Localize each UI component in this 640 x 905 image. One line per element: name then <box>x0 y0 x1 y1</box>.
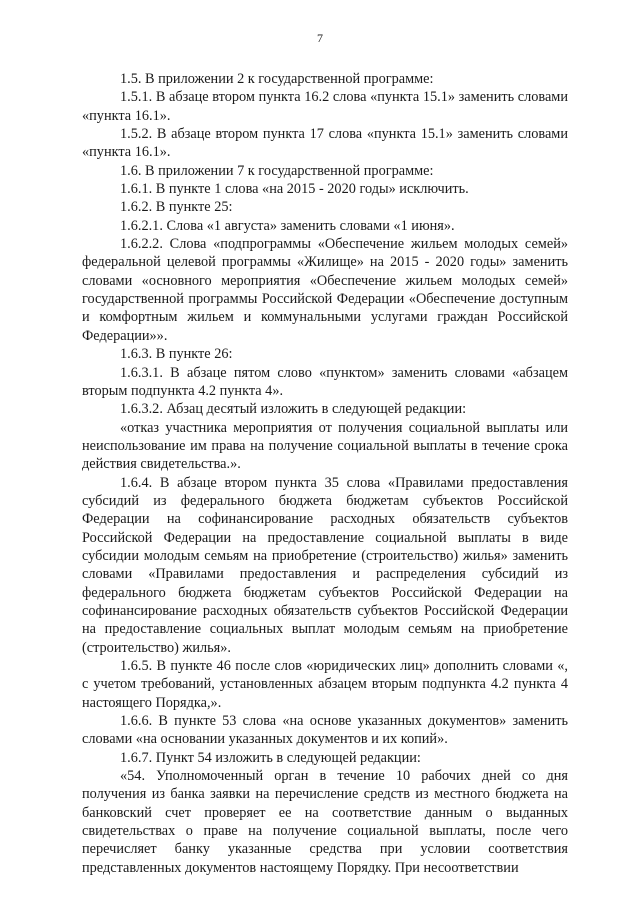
paragraph-1-6-1: 1.6.1. В пункте 1 слова «на 2015 - 2020 годы» исключить. <box>120 181 469 198</box>
paragraph-1-6-3-2: 1.6.3.2. Абзац десятый изложить в следующей редакции: <box>120 401 467 418</box>
document-body <box>82 70 568 877</box>
paragraph-1-6-2-2: 1.6.2.2. Слова «подпрограммы «Обеспечение жильем молодых семей» федеральной целевой программы «Жилище» на 2015 - 2020 годы» заменить словами «основного мероприятия «Обеспечение жильем молодых семей» государственной программы Российской Федерации «Обеспечение доступным и комфортным жильем и коммунальными услугами граждан Российской Федерации»». <box>82 236 568 344</box>
paragraph-1-5-2: 1.5.2. В абзаце втором пункта 17 слова «пункта 15.1» заменить словами «пункта 16.1». <box>82 126 568 161</box>
paragraph-1-5-1: 1.5.1. В абзаце втором пункта 16.2 слова «пункта 15.1» заменить словами «пункта 16.1». <box>82 89 568 124</box>
paragraph-1-6-5: 1.6.5. В пункте 46 после слов «юридических лиц» дополнить словами «, с учетом требований, установленных абзацем вторым подпункта 4.2 пункта 4 настоящего Порядка,». <box>82 658 568 711</box>
paragraph-1-6-3-1: 1.6.3.1. В абзаце пятом слово «пунктом» заменить словами «абзацем вторым подпункта 4.2 пункта 4». <box>82 364 568 399</box>
quoted-paragraph-refusal: «отказ участника мероприятия от получения социальной выплаты или неиспользование им права на получение социальной выплаты в течение срока действия свидетельства.». <box>82 419 568 473</box>
paragraph-1-5: 1.5. В приложении 2 к государственной программе: <box>120 71 434 87</box>
page-number: 7 <box>317 31 323 45</box>
quoted-paragraph-54: «54. Уполномоченный орган в течение 10 рабочих дней со дня получения из банка заявки на перечисление средств из местного бюджета на банковский счет проверяет ее на соответствие данным о выданных свидетельствах о праве на получение социальной выплаты, после чего перечисляет банку указанные средства при условии соответствия представленных документов настоящему Порядку. При несоответствии <box>82 768 568 876</box>
paragraph-1-6-3: 1.6.3. В пункте 26: <box>120 346 233 363</box>
paragraph-1-6-6: 1.6.6. В пункте 53 слова «на основе указанных документов» заменить словами «на основании указанных документов и их копий». <box>82 713 568 748</box>
paragraph-1-6-2-1: 1.6.2.1. Слова «1 августа» заменить словами «1 июня». <box>120 217 455 234</box>
paragraph-1-6: 1.6. В приложении 7 к государственной программе: <box>120 162 434 179</box>
paragraph-1-6-7: 1.6.7. Пункт 54 изложить в следующей редакции: <box>120 749 421 766</box>
paragraph-1-6-2: 1.6.2. В пункте 25: <box>120 199 233 216</box>
paragraph-1-6-4: 1.6.4. В абзаце втором пункта 35 слова «Правилами предоставления субсидий из федерального бюджета бюджетам субъектов Российской Федерации на софинансирование расходных обязательств субъектов Российской Федерации на предоставление социальной выплаты в виде субсидии молодым семьям на приобретение (строительство) жилья» заменить словами «Правилами предоставления и распределения субсидий из федерального бюджета бюджетам субъектов Российской Федерации на софинансирование расходных обязательств субъектов Российской Федерации на предоставление социальных выплат молодым семьям на приобретение (строительство) жилья». <box>82 474 568 656</box>
